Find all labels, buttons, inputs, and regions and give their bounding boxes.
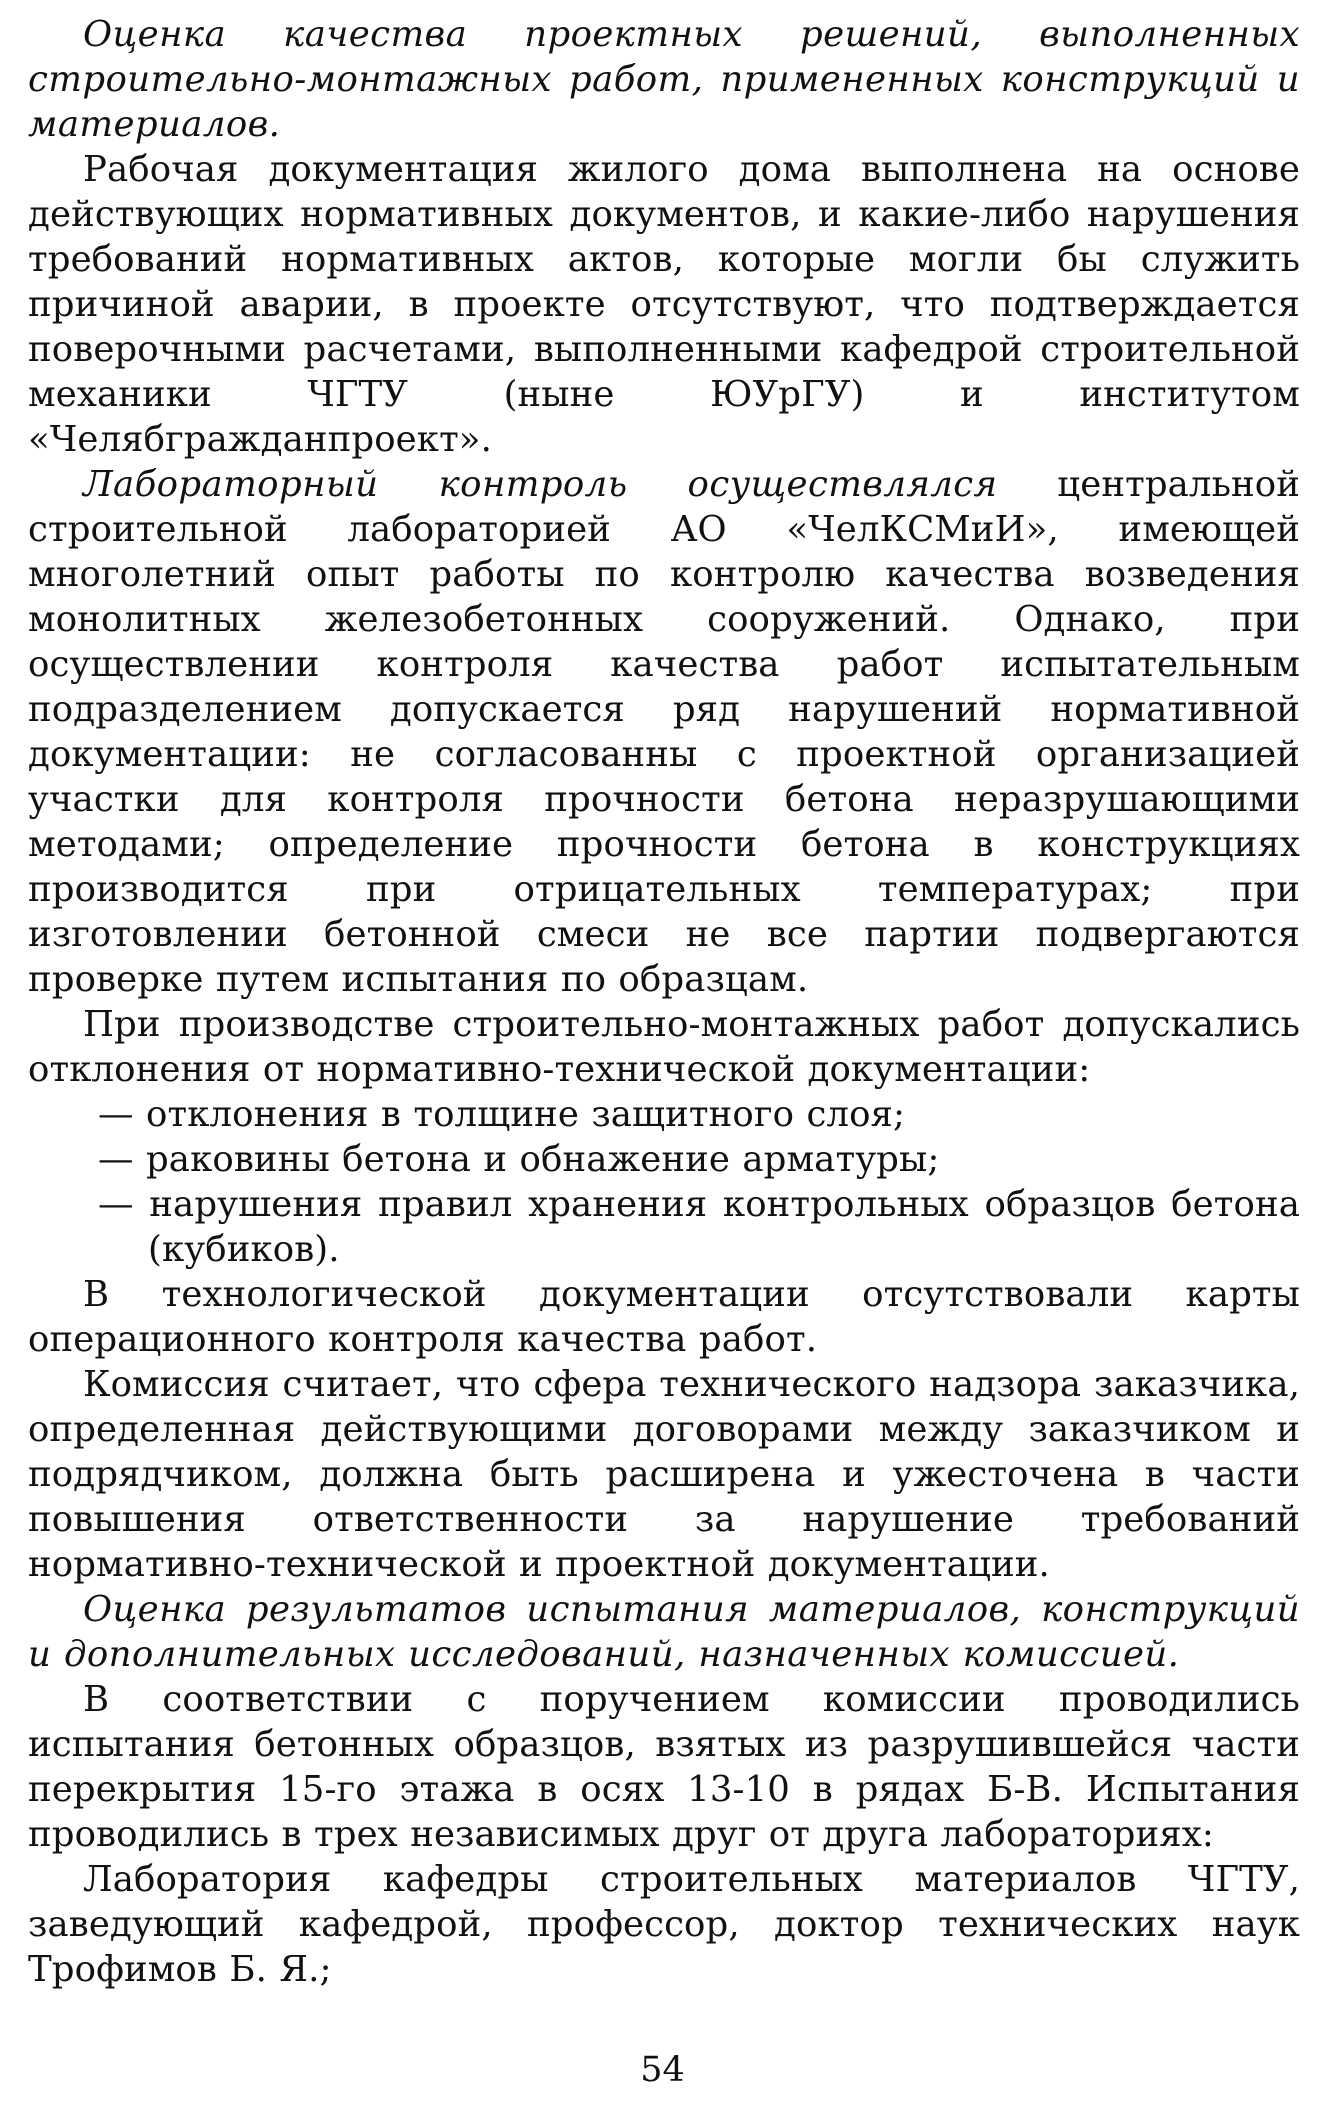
paragraph-commission-opinion: Комиссия считает, что сфера технического надзора заказчика, определенная действующими договорами между заказчиком и подрядчиком, должна быть расширена и ужесточена в части повышения ответственности за нарушение требований нормативно-технической и проектной документации.	[28, 1364, 1300, 1585]
lab-control-italic-lead: Лабораторный контроль осуществлялся	[83, 464, 998, 505]
page-body	[28, 12, 1300, 1992]
paragraph-concrete-tests: В соответствии с поручением комиссии проводились испытания бетонных образцов, взятых из разрушившейся части перекрытия 15-го этажа в осях 13-10 в рядах Б-В. Испытания проводились в трех независимых друг от друга лабораториях:	[28, 1679, 1300, 1855]
paragraph-tech-documentation: В технологической документации отсутствовали карты операционного контроля качества работ.	[28, 1274, 1300, 1360]
list-item: — нарушения правил хранения контрольных образцов бетона (кубиков).	[98, 1184, 1300, 1270]
paragraph-deviations-intro: При производстве строительно-монтажных работ допускались отклонения от нормативно-технической документации:	[28, 1004, 1300, 1090]
page-number: 54	[640, 2050, 685, 2090]
list-item: — отклонения в толщине защитного слоя;	[98, 1094, 906, 1135]
lab-control-text: центральной строительной лабораторией АО «ЧелКСМиИ», имеющей многолетний опыт работы по контролю качества возведения монолитных железобетонных сооружений. Однако, при осуществлении контроля качества работ испытательным подразделением допускается ряд нарушений нормативной документации: не согласованны с проектной организацией участки для контроля прочности бетона неразрушающими методами; определение прочности бетона в конструкциях производится при отрицательных температурах; при изготовлении бетонной смеси не все партии подвергаются проверке путем испытания по образцам.	[28, 464, 1300, 1000]
paragraph-lab-control	[28, 462, 1300, 1002]
section-heading-test-results: Оценка результатов испытания материалов, конструкций и дополнительных исследований, назначенных комиссией.	[28, 1589, 1300, 1675]
list-item: — раковины бетона и обнажение арматуры;	[98, 1139, 940, 1180]
section-heading-design-quality: Оценка качества проектных решений, выполненных строительно-монтажных работ, примененных конструкций и материалов.	[28, 14, 1300, 145]
paragraph-laboratory-chgtu: Лаборатория кафедры строительных материалов ЧГТУ, заведующий кафедрой, профессор, доктор технических наук Трофимов Б. Я.;	[28, 1859, 1300, 1990]
paragraph-documentation: Рабочая документация жилого дома выполнена на основе действующих нормативных документов, и какие-либо нарушения требований нормативных актов, которые могли бы служить причиной аварии, в проекте отсутствуют, что подтверждается поверочными расчетами, выполненными кафедрой строительной механики ЧГТУ (ныне ЮУрГУ) и институтом «Челябгражданпроект».	[28, 149, 1300, 460]
